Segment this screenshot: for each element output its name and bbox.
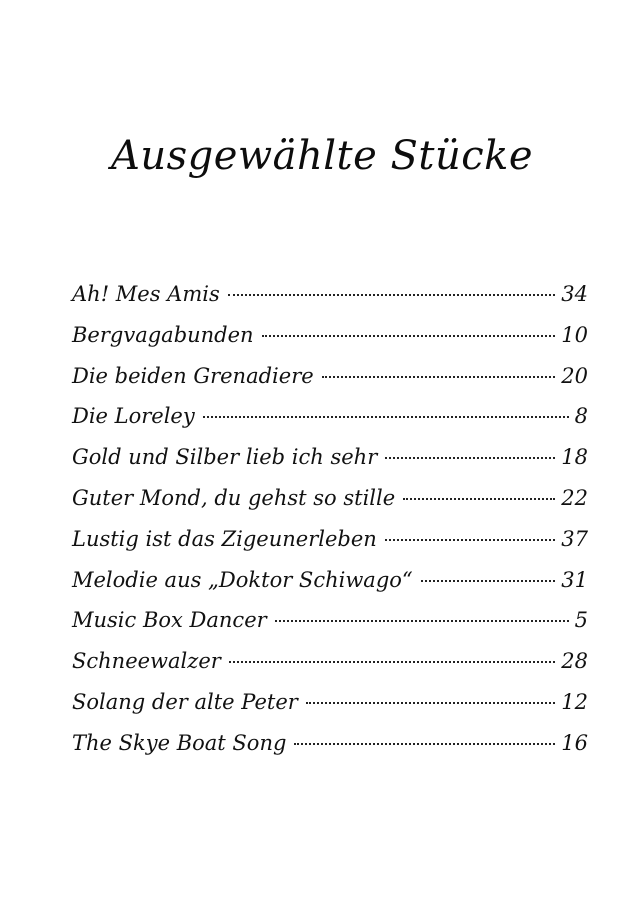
toc-entry <box>72 641 588 682</box>
toc-entry <box>72 274 588 315</box>
toc-entry <box>72 437 588 478</box>
toc-entry <box>72 682 588 723</box>
toc-entry <box>72 723 588 764</box>
toc-entry-title: Ah! Mes Amis <box>72 282 220 306</box>
toc-entry-title: Music Box Dancer <box>72 608 267 633</box>
toc-entry-title: Guter Mond, du gehst so stille <box>72 485 396 510</box>
toc-entry-page: 18 <box>561 445 588 470</box>
toc-entry-page: 22 <box>561 485 588 510</box>
dot-leader <box>229 661 555 663</box>
table-of-contents <box>72 274 588 764</box>
toc-entry <box>72 396 588 437</box>
dot-leader <box>403 498 555 500</box>
dot-leader <box>322 376 556 378</box>
toc-entry-title: Schneewalzer <box>72 649 221 674</box>
toc-entry-page: 28 <box>561 649 588 674</box>
toc-entry-page: 8 <box>574 404 588 429</box>
toc-entry-page: 12 <box>561 689 588 714</box>
toc-entry <box>72 356 588 397</box>
dot-leader <box>294 743 555 745</box>
toc-entry-title: Solang der alte Peter <box>72 689 298 714</box>
toc-entry-page: 34 <box>561 282 588 306</box>
dot-leader <box>228 294 556 296</box>
dot-leader <box>385 457 555 459</box>
toc-entry-title: The Skye Boat Song <box>72 730 287 755</box>
dot-leader <box>306 702 555 704</box>
dot-leader <box>421 580 556 582</box>
toc-entry-page: 5 <box>574 608 588 633</box>
toc-entry <box>72 600 588 641</box>
toc-entry-page: 31 <box>561 567 588 592</box>
toc-entry-page: 10 <box>561 322 588 347</box>
toc-entry-title: Die Loreley <box>72 404 195 429</box>
toc-entry-title: Bergvagabunden <box>72 322 254 347</box>
toc-entry-title: Gold und Silber lieb ich sehr <box>72 445 378 470</box>
dot-leader <box>385 539 555 541</box>
toc-entry <box>72 519 588 560</box>
toc-entry-title: Die beiden Grenadiere <box>72 363 314 388</box>
toc-entry-title: Lustig ist das Zigeunerleben <box>72 526 377 551</box>
toc-entry <box>72 315 588 356</box>
toc-entry-page: 16 <box>561 730 588 755</box>
dot-leader <box>203 416 569 418</box>
toc-entry-page: 20 <box>561 363 588 388</box>
toc-entry <box>72 560 588 601</box>
dot-leader <box>275 620 569 622</box>
dot-leader <box>262 335 556 337</box>
toc-entry-page: 37 <box>561 526 588 551</box>
page-title: Ausgewählte Stücke <box>110 133 534 179</box>
toc-entry <box>72 478 588 519</box>
toc-entry-title: Melodie aus „Doktor Schiwago“ <box>72 567 413 592</box>
